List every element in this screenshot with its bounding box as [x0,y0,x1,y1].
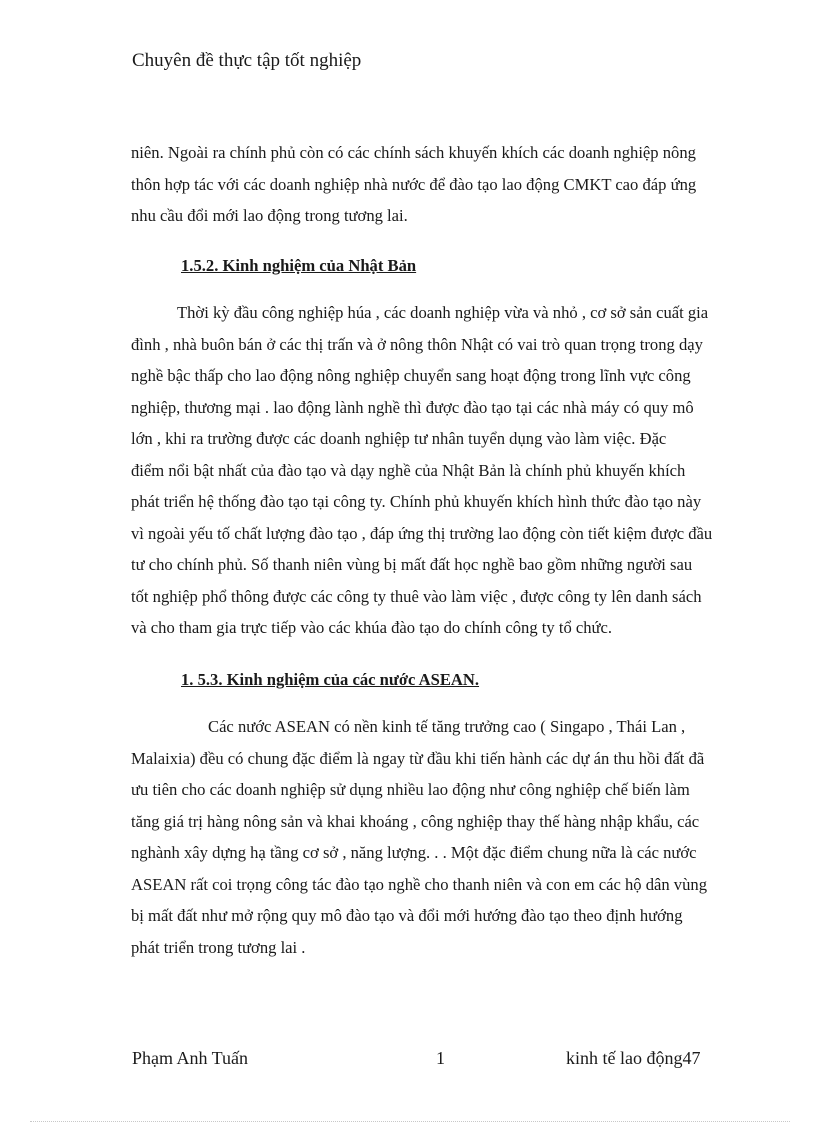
text-line: nghiệp, thương mại . lao động lành nghề thì được đào tạo tại các nhà máy có quy mô [131,397,694,417]
text-line: nghề bậc thấp cho lao động nông nghiệp chuyển sang hoạt động trong lĩnh vực công [131,366,691,385]
footer-author: Phạm Anh Tuấn [132,1048,249,1068]
text-line: tăng giá trị hàng nông sản và khai khoáng , công nghiệp thay thế hàng nhập khẩu, các [131,811,700,831]
text-line: thôn hợp tác với các doanh nghiệp nhà nước để đào tạo lao động CMKT cao đáp ứng [131,174,697,194]
section-heading-japan: 1.5.2. Kinh nghiệm của Nhật Bản [181,256,417,275]
text-line: điểm nổi bật nhất của đào tạo và dạy nghề của Nhật Bản là chính phủ khuyến khích [131,460,686,480]
text-line: nhu cầu đổi mới lao động trong tương lai. [131,206,408,225]
text-line: phát triển hệ thống đào tạo tại công ty. Chính phủ khuyến khích hình thức đào tạo này [131,492,702,511]
text-line: ưu tiên cho các doanh nghiệp sử dụng nhiều lao động như công nghiệp chế biến làm [131,780,690,799]
text-line: Malaixia) đều có chung đặc điểm là ngay từ đầu khi tiến hành các dự án thu hồi đất đã [131,748,705,768]
text-line: Thời kỳ đầu công nghiệp húa , các doanh nghiệp vừa và nhỏ , cơ sở sản cuất gia [177,303,709,322]
text-line: niên. Ngoài ra chính phủ còn có các chính sách khuyến khích các doanh nghiệp nông [131,143,696,162]
footer-page-number: 1 [436,1048,445,1068]
page-header-title: Chuyên đề thực tập tốt nghiệp [132,50,362,71]
text-line: bị mất đất như mở rộng quy mô đào tạo và đổi mới hướng đào tạo theo định hướng [131,906,683,925]
section-heading-asean: 1. 5.3. Kinh nghiệm của các nước ASEAN. [181,670,480,689]
asean-paragraph [131,711,743,963]
page-bottom-divider [30,1121,790,1122]
footer-class-label: kinh tế lao động47 [566,1048,701,1068]
text-line: Các nước ASEAN có nền kinh tế tăng trưởng cao ( Singapo , Thái Lan , [208,717,686,736]
text-line: tốt nghiệp phổ thông được các công ty thuê vào làm việc , được công ty lên danh sách [131,586,702,606]
text-line: nghành xây dựng hạ tầng cơ sở , năng lượng. . . Một đặc điểm chung nữa là các nước [131,843,697,862]
japan-paragraph [131,297,743,644]
text-line: ASEAN rất coi trọng công tác đào tạo nghề cho thanh niên và con em các hộ dân vùng [131,874,707,894]
text-line: và cho tham gia trực tiếp vào các khúa đào tạo do chính công ty tổ chức. [131,618,613,637]
text-line: đình , nhà buôn bán ở các thị trấn và ở nông thôn Nhật có vai trò quan trọng trong dạy [131,334,703,354]
text-line: tư cho chính phủ. Số thanh niên vùng bị mất đất học nghề bao gồm những người sau [131,555,693,574]
text-line: lớn , khi ra trường được các doanh nghiệp tư nhân tuyển dụng vào làm việc. Đặc [131,429,667,448]
text-line: vì ngoài yếu tố chất lượng đào tạo , đáp ứng thị trường lao động còn tiết kiệm được đầu [131,523,713,543]
intro-paragraph [131,137,743,232]
text-line: phát triển trong tương lai . [131,937,306,957]
